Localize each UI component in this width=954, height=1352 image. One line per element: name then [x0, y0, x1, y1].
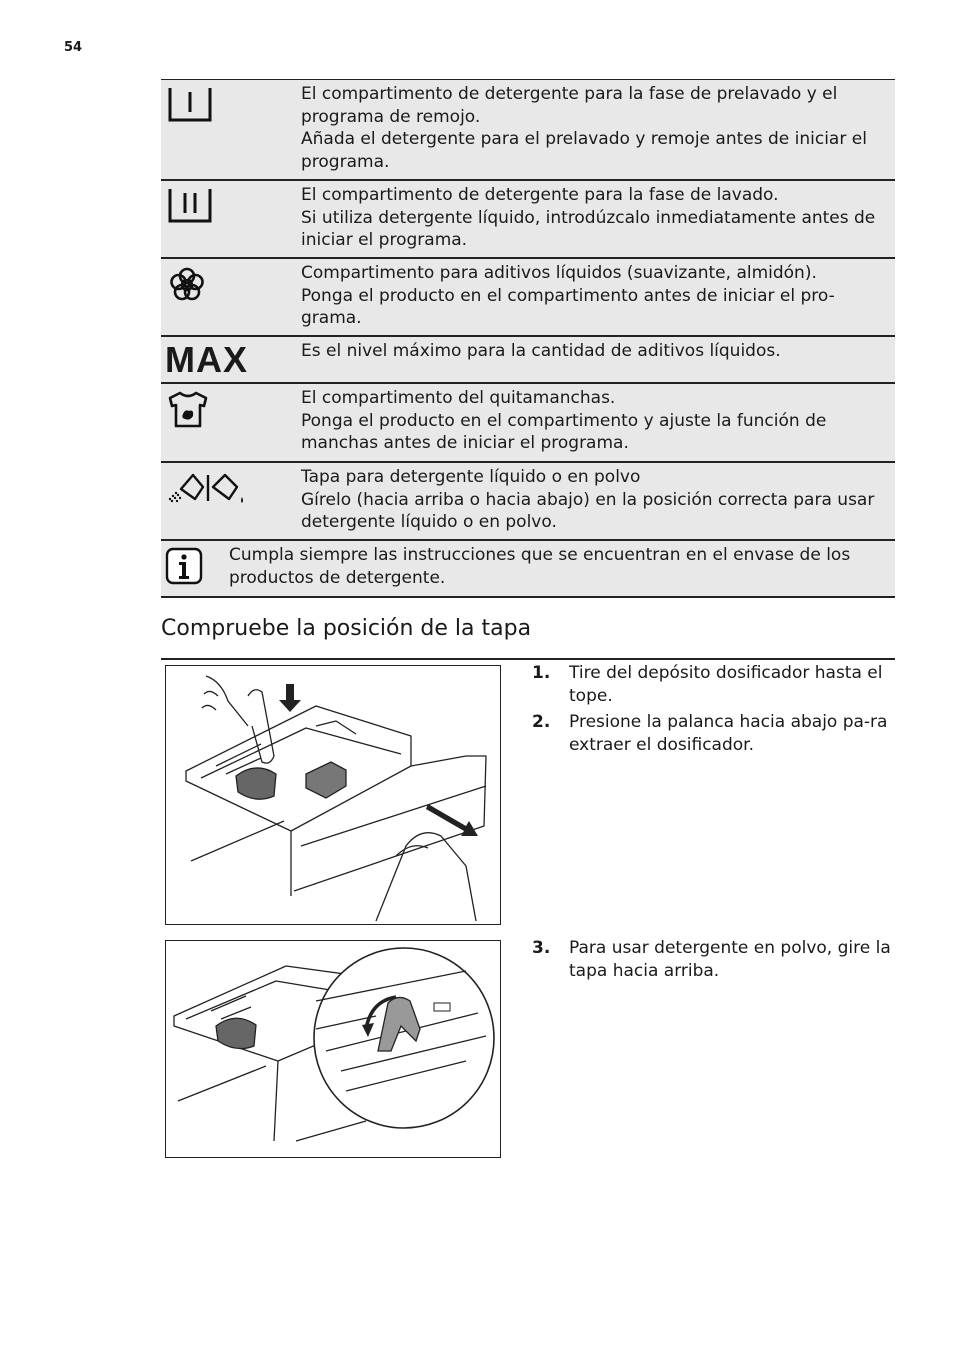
- steps-group-1: [532, 662, 894, 760]
- info-note: [161, 541, 895, 598]
- symbol-row-flap: [161, 463, 895, 541]
- step-item: [532, 711, 894, 756]
- symbol-row-softener: [161, 259, 895, 337]
- symbol-row-stain: [161, 384, 895, 463]
- row-line: Es el nivel máximo para la cantidad de aditivos líquidos.: [301, 341, 781, 361]
- symbol-row-text: [301, 181, 895, 257]
- step-item: [532, 937, 894, 982]
- row-line: Ponga el producto en el compartimento antes de iniciar el pro-grama.: [301, 285, 835, 328]
- page-number: 54: [64, 40, 83, 55]
- row-line: El compartimento del quitamanchas.: [301, 388, 616, 408]
- steps-group-2: [532, 937, 894, 986]
- row-line: El compartimento de detergente para la fase de prelavado y el programa de remojo.: [301, 84, 838, 127]
- symbol-row-text: [301, 80, 895, 179]
- wash-compartment-icon: [161, 181, 301, 257]
- step-number: 3.: [532, 938, 551, 958]
- step-text: Tire del depósito dosificador hasta el tope.: [569, 663, 883, 706]
- row-line: Si utiliza detergente líquido, introdúzcalo inmediatamente antes de iniciar el programa.: [301, 207, 876, 250]
- step-number: 2.: [532, 712, 551, 732]
- row-line: Compartimento para aditivos líquidos (suavizante, almidón).: [301, 263, 817, 283]
- row-line: El compartimento de detergente para la fase de lavado.: [301, 185, 779, 205]
- step-text: Para usar detergente en polvo, gire la tapa hacia arriba.: [569, 938, 891, 981]
- symbol-row-text: [301, 259, 895, 335]
- step-number: 1.: [532, 663, 551, 683]
- row-line: Gírelo (hacia arriba o hacia abajo) en la posición correcta para usar detergente líquido o en polvo.: [301, 489, 875, 532]
- row-line: Añada el detergente para el prelavado y remoje antes de iniciar el programa.: [301, 129, 867, 172]
- row-line: Tapa para detergente líquido o en polvo: [301, 467, 641, 487]
- symbol-row-prewash: [161, 80, 895, 181]
- max-label-text: MAX: [165, 339, 248, 380]
- step-item: [532, 662, 894, 707]
- section-title: Compruebe la posición de la tapa: [161, 616, 532, 641]
- symbol-row-wash: [161, 181, 895, 259]
- max-label: [161, 337, 301, 382]
- row-line: Ponga el producto en el compartimento y ajuste la función de manchas antes de iniciar el programa.: [301, 410, 827, 453]
- symbol-row-max: [161, 337, 895, 384]
- step-text: Presione la palanca hacia abajo pa-ra extraer el dosificador.: [569, 712, 888, 755]
- note-text: Cumpla siempre las instrucciones que se encuentran en el envase de los productos de detergente.: [229, 545, 851, 588]
- info-icon: [161, 541, 229, 596]
- flap-powder-liquid-icon: [161, 463, 301, 539]
- dispenser-pull-illustration: [165, 665, 501, 925]
- section-divider: [161, 658, 895, 660]
- symbol-row-text: [301, 384, 895, 461]
- stain-remover-icon: [161, 384, 301, 461]
- flower-icon: [161, 259, 301, 335]
- flap-position-illustration: [165, 940, 501, 1158]
- prewash-compartment-icon: [161, 80, 301, 179]
- symbol-row-text: [301, 337, 895, 382]
- symbol-row-text: [301, 463, 895, 539]
- symbol-table: [161, 79, 895, 598]
